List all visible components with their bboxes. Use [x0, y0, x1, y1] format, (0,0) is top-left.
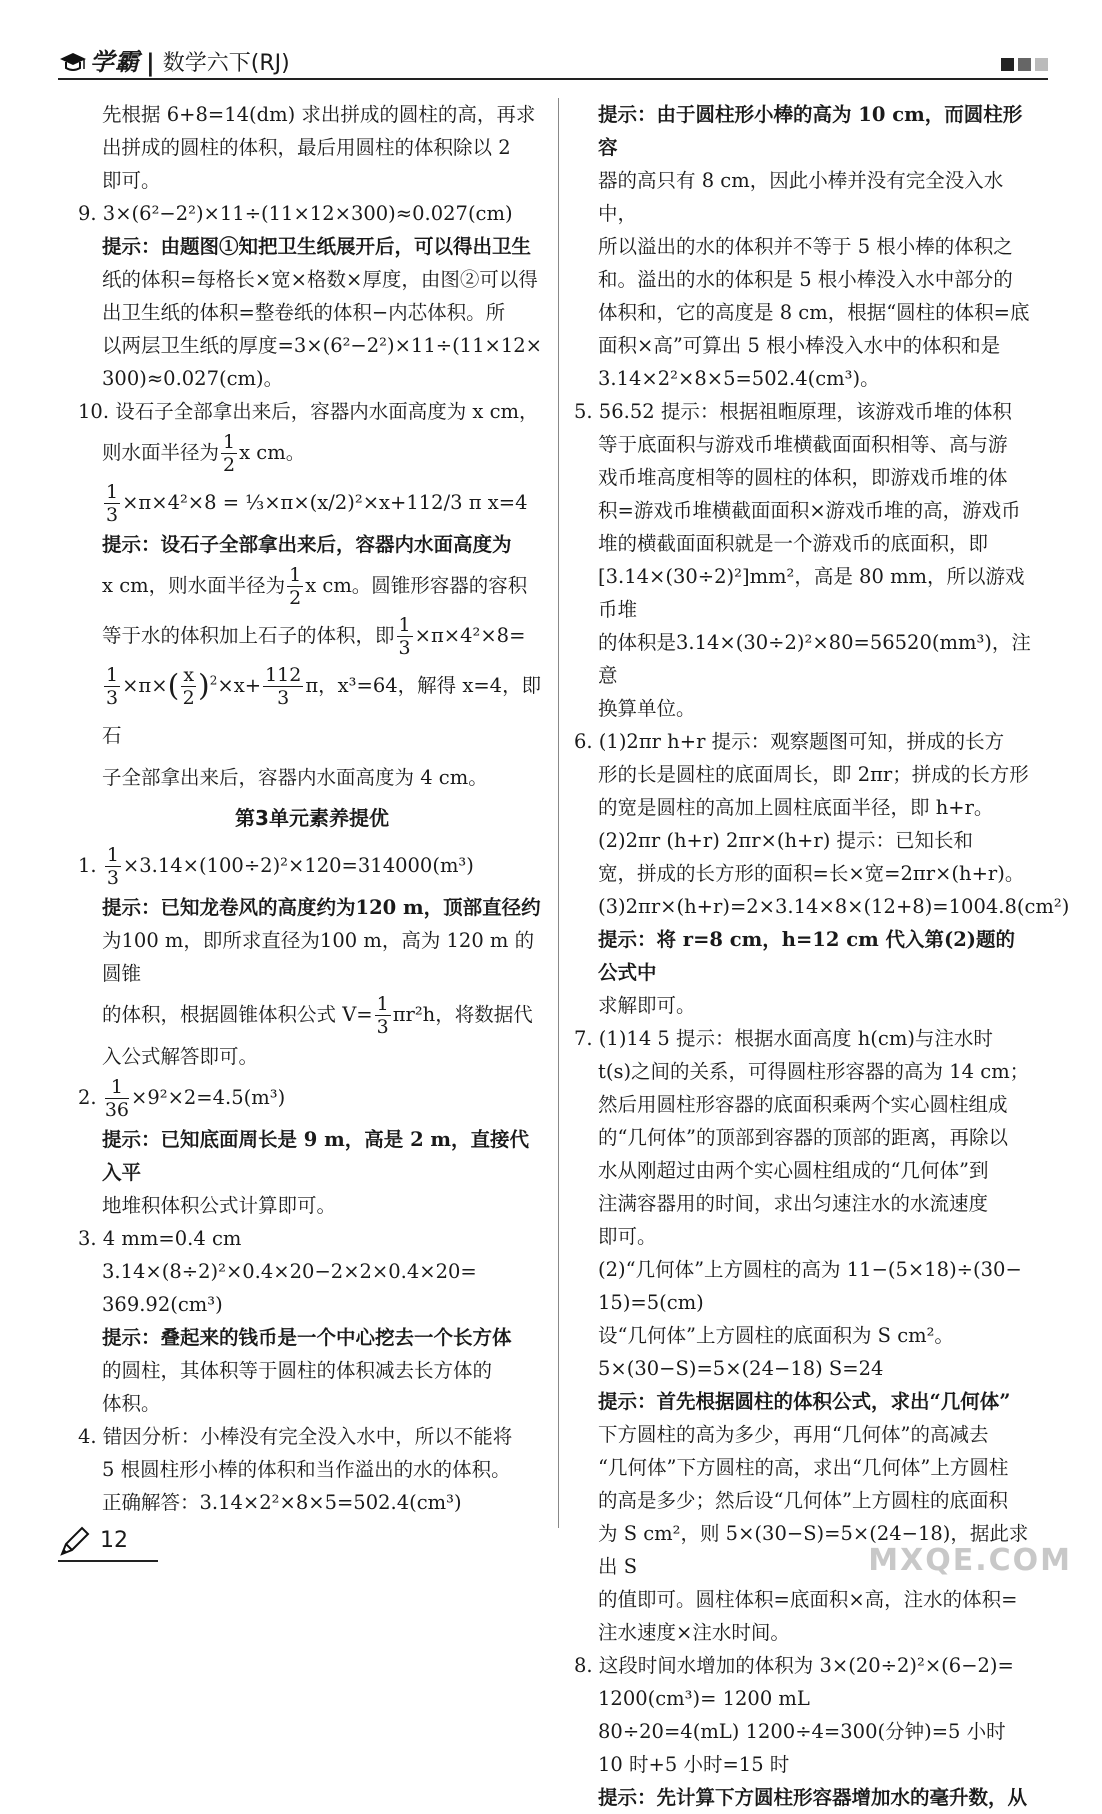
- text-line: 80÷20=4(mL) 1200÷4=300(分钟)=5 小时: [598, 1720, 1006, 1743]
- text-line: 求解即可。: [598, 994, 696, 1017]
- answer-s1: 1. $\frac{1}{3}$ ×3.14×(100÷2)²×120=314000(m³): [78, 844, 474, 889]
- text-line: 入公式解答即可。: [102, 1045, 259, 1068]
- text-line: 体积和，它的高度是 8 cm，根据“圆柱的体积=底: [598, 301, 1030, 324]
- text-line: 等于水的体积加上石子的体积，即 $\frac{1}{3}$ ×π×4²×8=: [102, 614, 526, 659]
- equation-line: $\frac{1}{3}$ ×π×4²×8 = ⅓×π×(x/2)²×x+112/3 π x=4: [106, 481, 528, 526]
- answer-6: 6. (1)2πr h+r 提示：观察题图可知，拼成的长方: [574, 730, 1005, 753]
- hint-line: 提示：将 r=8 cm，h=12 cm 代入第(2)题的公式中: [598, 928, 1016, 984]
- footer-rule: [58, 1560, 158, 1562]
- watermark: MXQE.COM: [868, 1543, 1072, 1578]
- column-divider: [558, 98, 559, 1528]
- text-line: (3)2πr×(h+r)=2×3.14×8×(12+8)=1004.8(cm²): [598, 895, 1070, 918]
- text-line: 的体积是3.14×(30÷2)²×80=56520(mm³)，注意: [598, 631, 1031, 687]
- text-line: 堆的横截面面积就是一个游戏币的底面积，即: [598, 532, 989, 555]
- hint-line: 提示：先计算下方圆柱形容器增加水的毫升数，从: [598, 1786, 1028, 1809]
- text-line: 所以溢出的水的体积并不等于 5 根小棒的体积之: [598, 235, 1013, 258]
- text-line: [3.14×(30÷2)²]mm²，高是 80 mm，所以游戏币堆: [598, 565, 1025, 621]
- text-line: 积=游戏币堆横截面面积×游戏币堆的高，游戏币: [598, 499, 1021, 522]
- answer-10: 10. 设石子全部拿出来后，容器内水面高度为 x cm，: [78, 400, 539, 423]
- text-line: 的体积，根据圆锥体积公式 V= $\frac{1}{3}$ πr²h，将数据代: [102, 993, 533, 1038]
- text-line: x cm，则水面半径为 $\frac{1}{2}$ x cm。圆锥形容器的容积: [102, 564, 528, 609]
- text-line: 为100 m，即所求直径为100 m，高为 120 m 的圆锥: [102, 929, 535, 985]
- text-line: 换算单位。: [598, 697, 696, 720]
- hint-line: 提示：设石子全部拿出来后，容器内水面高度为: [102, 533, 512, 556]
- text-line: 即可。: [102, 169, 161, 192]
- text-line: 300)≈0.027(cm)。: [102, 367, 284, 390]
- text-line: 面积×高”可算出 5 根小棒没入水中的体积和是: [598, 334, 1001, 357]
- section-title: 第3单元素养提优: [235, 806, 389, 830]
- hint-line: 提示：首先根据圆柱的体积公式，求出“几何体”: [598, 1390, 1011, 1413]
- text-line: 宽，拼成的长方形的面积=长×宽=2πr×(h+r)。: [598, 862, 1025, 885]
- text-line: 器的高只有 8 cm，因此小棒并没有完全没入水中，: [598, 169, 1004, 225]
- text-line: 下方圆柱的高为多少，再用“几何体”的高减去: [598, 1423, 989, 1446]
- text-line: 15)=5(cm): [598, 1291, 704, 1314]
- text-line: (2)“几何体”上方圆柱的高为 11−(5×18)÷(30−: [598, 1258, 1022, 1281]
- text-line: 然后用圆柱形容器的底面积乘两个实心圆柱组成: [598, 1093, 1008, 1116]
- text-line: 出拼成的圆柱的体积，最后用圆柱的体积除以 2: [102, 136, 511, 159]
- text-line: 地堆积体积公式计算即可。: [102, 1194, 337, 1217]
- answer-9: 9. 3×(6²−2²)×11÷(11×12×300)≈0.027(cm): [78, 202, 513, 225]
- text-line: t(s)之间的关系，可得圆柱形容器的高为 14 cm；: [598, 1060, 1030, 1083]
- hint-line: 提示：已知底面周长是 9 m，高是 2 m，直接代入平: [102, 1128, 530, 1184]
- left-column: [78, 98, 546, 1519]
- text-line: 和。溢出的水的体积是 5 根小棒没入水中部分的: [598, 268, 1013, 291]
- text-line: 正确解答：3.14×2²×8×5=502.4(cm³): [102, 1491, 462, 1514]
- text-line: 3.14×2²×8×5=502.4(cm³)。: [598, 367, 880, 390]
- text-line: 5×(30−S)=5×(24−18) S=24: [598, 1357, 884, 1380]
- hint-line: 提示：叠起来的钱币是一个中心挖去一个长方体: [102, 1326, 512, 1349]
- text-line: 水从刚超过由两个实心圆柱组成的“几何体”到: [598, 1159, 989, 1182]
- book-subtitle: 数学六下(RJ): [162, 51, 290, 76]
- text-line: 5 根圆柱形小棒的体积和当作溢出的水的体积。: [102, 1458, 511, 1481]
- header-rule: [58, 78, 1048, 80]
- text-line: 体积。: [102, 1392, 161, 1415]
- text-line: 先根据 6+8=14(dm) 求出拼成的圆柱的高，再求: [102, 103, 536, 126]
- brand-name: 学霸: [90, 48, 140, 76]
- text-line: 以两层卫生纸的厚度=3×(6²−2²)×11÷(11×12×: [102, 334, 542, 357]
- header-separator: |: [146, 49, 155, 77]
- text-line: 设“几何体”上方圆柱的底面积为 S cm²。: [598, 1324, 954, 1347]
- hint-line: 提示：由于圆柱形小棒的高为 10 cm，而圆柱形容: [598, 103, 1023, 159]
- pencil-icon: [58, 1524, 92, 1558]
- text-line: 纸的体积=每格长×宽×格数×厚度，由图②可以得: [102, 268, 538, 291]
- text-line: 的圆柱，其体积等于圆柱的体积减去长方体的: [102, 1359, 493, 1382]
- text-line: 戏币堆高度相等的圆柱的体积，即游戏币堆的体: [598, 466, 1008, 489]
- text-line: 出卫生纸的体积=整卷纸的体积−内芯体积。所: [102, 301, 506, 324]
- page-number: 12: [100, 1528, 128, 1553]
- text-line: 子全部拿出来后，容器内水面高度为 4 cm。: [102, 766, 488, 789]
- header-squares: [1001, 58, 1048, 71]
- answer-s4: 4. 错因分析：小棒没有完全没入水中，所以不能将: [78, 1425, 513, 1448]
- text-line: 的宽是圆柱的高加上圆柱底面半径，即 h+r。: [598, 796, 994, 819]
- equation-line: $\frac{1}{3}$ ×π×( $\frac{x}{2}$ )$^2$×x+ $\frac{112}{3}$ π，x³=64，解得 x=4，即石: [102, 664, 542, 747]
- text-line: 即可。: [598, 1225, 657, 1248]
- logo: [58, 42, 290, 77]
- page-footer: [58, 1520, 178, 1560]
- text-line: 为 S cm²，则 5×(30−S)=5×(24−18)，据此求出 S: [598, 1522, 1029, 1578]
- text-line: 10 时+5 小时=15 时: [598, 1753, 790, 1776]
- answer-7: 7. (1)14 5 提示：根据水面高度 h(cm)与注水时: [574, 1027, 993, 1050]
- text-line: 3.14×(8÷2)²×0.4×20−2×2×0.4×20=: [102, 1260, 477, 1283]
- text-line: 等于底面积与游戏币堆横截面面积相等、高与游: [598, 433, 1008, 456]
- text-line: 369.92(cm³): [102, 1293, 223, 1316]
- text-line: 注满容器用的时间，求出匀速注水的水流速度: [598, 1192, 989, 1215]
- text-line: 形的长是圆柱的底面周长，即 2πr；拼成的长方形: [598, 763, 1029, 786]
- answer-8: 8. 这段时间水增加的体积为 3×(20÷2)²×(6−2)=: [574, 1654, 1014, 1677]
- answer-s2: 2. $\frac{1}{36}$ ×9²×2=4.5(m³): [78, 1076, 286, 1121]
- text-line: 1200(cm³)= 1200 mL: [598, 1687, 810, 1710]
- text-line: “几何体”下方圆柱的高，求出“几何体”上方圆柱: [598, 1456, 1009, 1479]
- text-line: 注水速度×注水时间。: [598, 1621, 790, 1644]
- answer-5: 5. 56.52 提示：根据祖暅原理，该游戏币堆的体积: [574, 400, 1012, 423]
- graduation-cap-icon: [58, 47, 88, 77]
- answer-s3: 3. 4 mm=0.4 cm: [78, 1227, 242, 1250]
- page-header: [58, 38, 1048, 84]
- hint-line: 提示：由题图①知把卫生纸展开后，可以得出卫生: [102, 235, 532, 258]
- text-line: 的“几何体”的顶部到容器的顶部的距离，再除以: [598, 1126, 1008, 1149]
- text-line: 的值即可。圆柱体积=底面积×高，注水的体积=: [598, 1588, 1018, 1611]
- text-line: 的高是多少；然后设“几何体”上方圆柱的底面积: [598, 1489, 1008, 1512]
- text-line: (2)2πr (h+r) 2πr×(h+r) 提示：已知长和: [598, 829, 974, 852]
- hint-line: 提示：已知龙卷风的高度约为120 m，顶部直径约: [102, 896, 541, 919]
- text-line: 则水面半径为 $\frac{1}{2}$ x cm。: [102, 431, 306, 476]
